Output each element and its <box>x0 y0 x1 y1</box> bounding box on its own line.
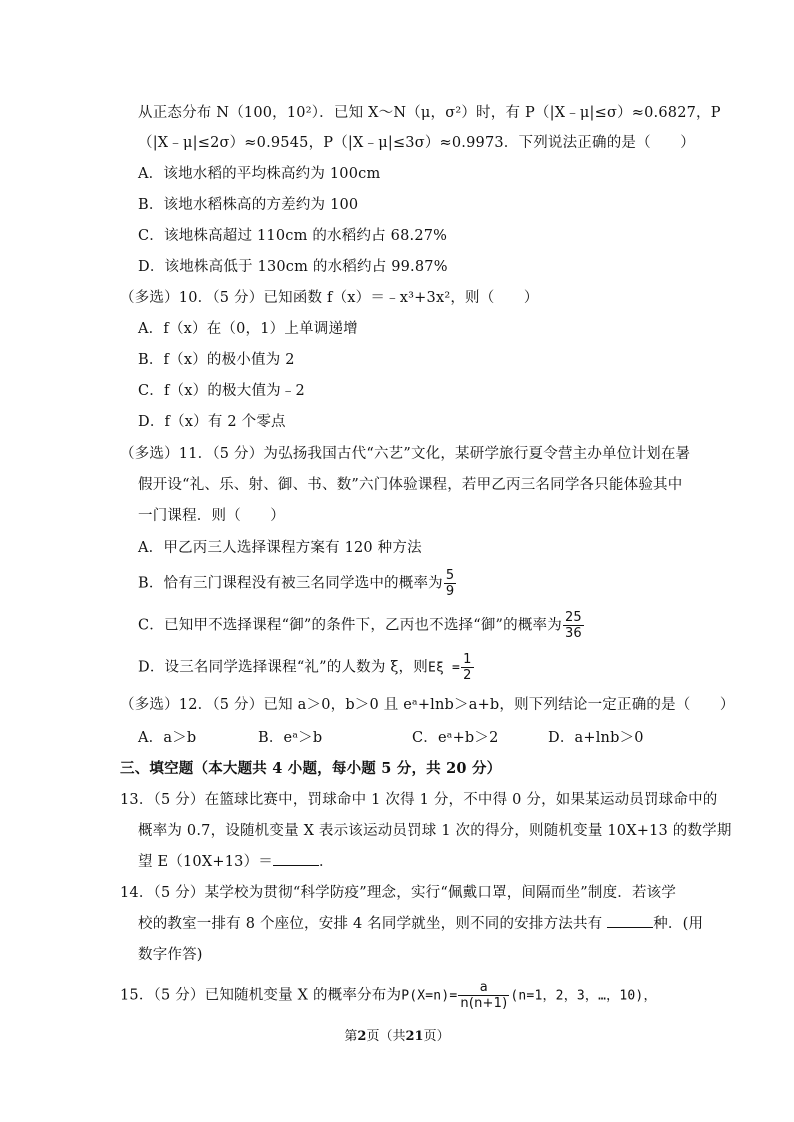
q9-option-b: B．该地水稻株高的方差约为 100 <box>138 197 359 213</box>
q9-option-c: C．该地株高超过 110cm 的水稻约占 68.27% <box>138 228 448 244</box>
q14-stem-line-3: 数字作答) <box>138 947 203 963</box>
q11-option-c: C．已知甲不选择课程“御”的条件下，乙丙也不选择“御”的概率为 <box>138 617 562 634</box>
q11-option-b-line <box>138 568 457 599</box>
fraction-denominator: n(n+1) <box>460 996 508 1011</box>
footer-total-pages: 21 <box>405 1029 424 1044</box>
q10-option-d: D．f（x）有 2 个零点 <box>138 414 286 430</box>
q10-option-a: A．f（x）在（0，1）上单调递增 <box>138 321 358 337</box>
fraction-numerator: 25 <box>564 610 582 625</box>
q14-unit-text: 种．(用 <box>653 916 704 932</box>
q10-option-c: C．f（x）的极大值为﹣2 <box>138 383 305 399</box>
q14-stem-line-1: 14．（5 分）某学校为贯彻“科学防疫”理念，实行“佩戴口罩，间隔而坐”制度．若该学 <box>120 885 677 901</box>
q11-stem-line-3: 一门课程．则（ ） <box>138 508 285 524</box>
fraction-denominator: 9 <box>445 584 455 599</box>
q13-period: ． <box>318 854 334 870</box>
fraction-denominator: 36 <box>564 626 582 641</box>
fraction-a-over-n-n-plus-1 <box>458 980 509 1011</box>
fraction-25-36 <box>563 610 584 641</box>
footer-page-number: 2 <box>357 1029 367 1044</box>
q13-stem-line-1: 13．（5 分）在篮球比赛中，罚球命中 1 次得 1 分，不中得 0 分，如果某运动员罚球命中的 <box>120 792 718 808</box>
q15-stem-line-1 <box>120 980 657 1011</box>
probability-expression: P(X=n)= <box>401 988 458 1004</box>
q15-stem-text: 15．（5 分）已知随机变量 X 的概率分布为 <box>120 987 402 1004</box>
fraction-numerator: a <box>458 980 509 996</box>
answer-blank[interactable] <box>607 913 653 928</box>
q11-stem-line-2: 假开设“礼、乐、射、御、书、数”六门体验课程，若甲乙丙三名同学各只能体验其中 <box>138 477 683 493</box>
q12-stem: （多选）12．（5 分）已知 a＞0，b＞0 且 eᵃ+lnb＞a+b，则下列结论一定正确的是（ ） <box>120 697 735 713</box>
q11-option-d-line <box>138 652 475 683</box>
q12-option-b: B．eᵃ＞b <box>258 730 323 746</box>
footer-prefix: 第 <box>344 1029 358 1044</box>
n-range: (n=1，2，3，…，10)， <box>510 988 657 1004</box>
q14-arrangement-text: 校的教室一排有 8 个座位，安排 4 名同学就坐，则不同的安排方法共有 <box>138 916 603 932</box>
q11-option-b: B．恰有三门课程没有被三名同学选中的概率为 <box>138 575 443 592</box>
q9-stem-line-1: 从正态分布 N（100，10²）．已知 X～N（μ，σ²）时，有 P（|X﹣μ|≤σ）≈0.6827，P <box>138 105 721 121</box>
q12-option-a: A．a＞b <box>138 730 197 746</box>
q13-expectation-text: 望 E（10X+13）＝ <box>138 854 273 870</box>
q11-option-c-line <box>138 610 585 641</box>
footer-middle: 页（共 <box>366 1029 406 1044</box>
fraction-five-ninths <box>444 568 456 599</box>
q11-option-a: A．甲乙丙三人选择课程方案有 120 种方法 <box>138 540 422 556</box>
q12-option-d: D．a+lnb＞0 <box>548 730 644 746</box>
q13-stem-line-3 <box>138 851 334 873</box>
q9-stem-line-2: （|X﹣μ|≤2σ）≈0.9545，P（|X﹣μ|≤3σ）≈0.9973．下列说法正确的是（ ） <box>138 135 695 151</box>
q13-stem-line-2: 概率为 0.7，设随机变量 X 表示该运动员罚球 1 次的得分，则随机变量 10X+13 的数学期 <box>138 823 732 839</box>
answer-blank[interactable] <box>273 851 319 866</box>
page-footer <box>0 1025 794 1044</box>
q10-option-b: B．f（x）的极小值为 2 <box>138 352 295 368</box>
q9-option-d: D．该地株高低于 130cm 的水稻约占 99.87% <box>138 259 448 275</box>
fraction-one-half <box>461 652 473 683</box>
q11-stem-line-1: （多选）11．（5 分）为弘扬我国古代“六艺”文化，某研学旅行夏令营主办单位计划在暑 <box>120 446 691 462</box>
q14-stem-line-2 <box>138 913 703 935</box>
fraction-numerator: 1 <box>463 652 472 667</box>
q10-stem: （多选）10．（5 分）已知函数 f（x）＝﹣x³+3x²，则（ ） <box>120 290 539 306</box>
expectation-symbol: Eξ = <box>427 660 461 676</box>
footer-suffix: 页） <box>423 1029 450 1044</box>
q12-option-c: C．eᵃ+b＞2 <box>412 730 499 746</box>
fraction-numerator: 5 <box>445 568 455 583</box>
fraction-denominator: 2 <box>463 668 472 683</box>
section-heading: 三、填空题（本大题共 4 小题，每小题 5 分，共 20 分） <box>120 760 502 777</box>
q9-option-a: A．该地水稻的平均株高约为 100cm <box>138 166 381 182</box>
q11-option-d: D．设三名同学选择课程“礼”的人数为 ξ，则 <box>138 659 428 676</box>
